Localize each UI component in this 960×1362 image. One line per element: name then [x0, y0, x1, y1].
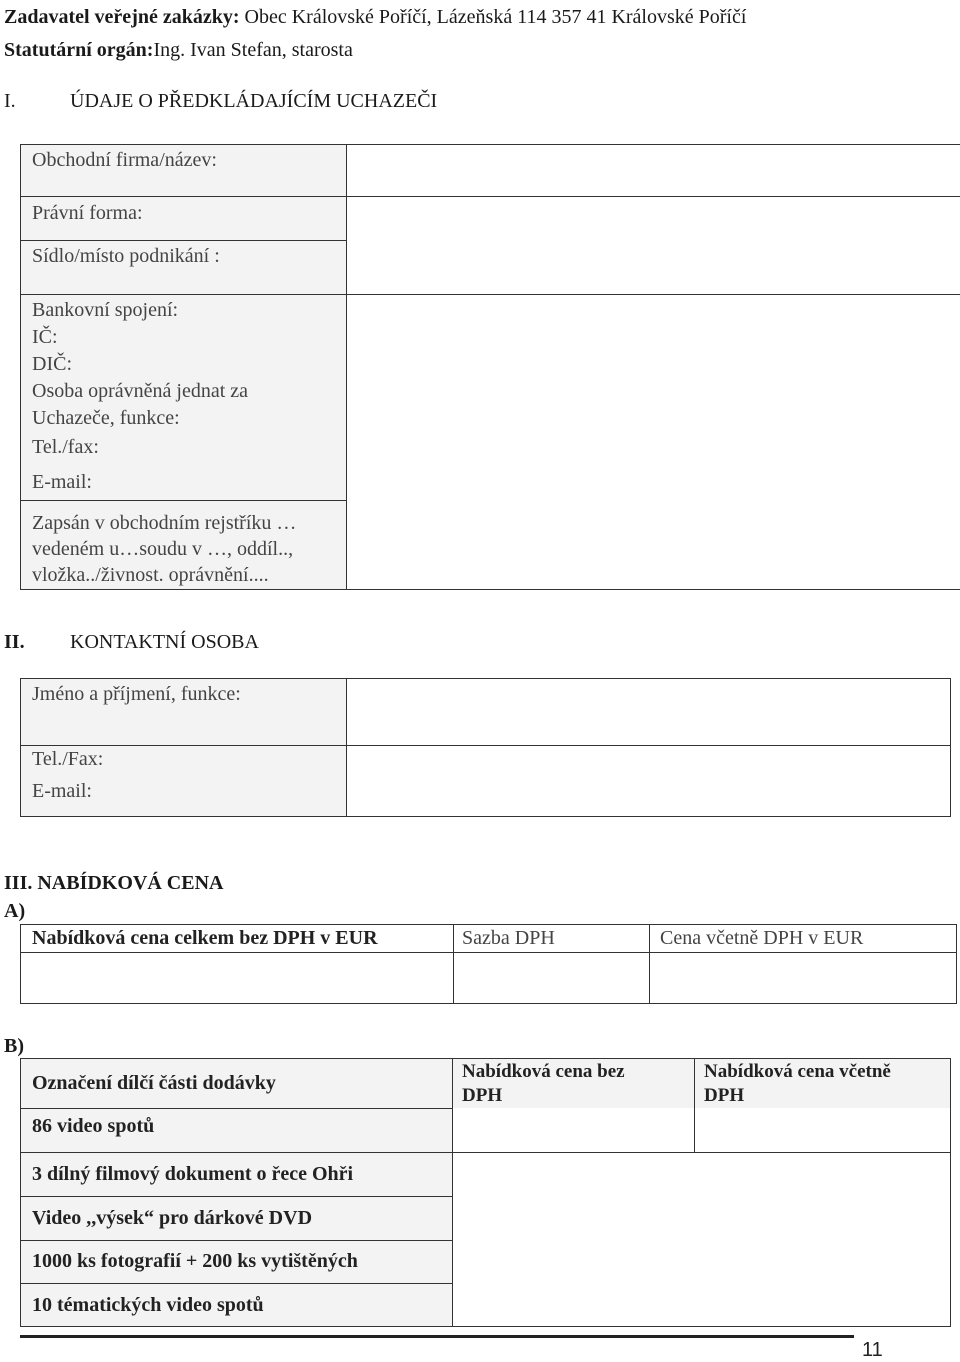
part-a-label: A) [4, 900, 26, 922]
header-part-price-without-vat-1: Nabídková cena bez [462, 1061, 625, 1082]
header-part-price-with-vat-2: DPH [704, 1085, 745, 1106]
field-contact-email: E-mail: [32, 780, 92, 802]
field-dic: DIČ: [32, 353, 72, 375]
item-thematic-spots: 10 tématických video spotů [32, 1294, 264, 1316]
statutory-body [4, 38, 353, 62]
section1-title: ÚDAJE O PŘEDKLÁDAJÍCÍM UCHAZEČI [70, 90, 438, 112]
footer-rule [20, 1335, 854, 1338]
header-part-designation: Označení dílčí části dodávky [32, 1072, 276, 1094]
statutory-body-value: Ing. Ivan Stefan, starosta [153, 39, 353, 61]
header-vat-rate: Sazba DPH [462, 927, 555, 949]
field-registered-office: Sídlo/místo podnikání : [32, 245, 220, 267]
page-number: 11 [862, 1339, 883, 1361]
header-price-with-vat: Cena včetně DPH v EUR [660, 927, 864, 949]
field-authorized-person-2: Uchazeče, funkce: [32, 407, 180, 429]
section3-title [4, 871, 223, 895]
item-documentary: 3 dílný filmový dokument o řece Ohři [32, 1163, 354, 1185]
item-video-spots: 86 video spotů [32, 1115, 155, 1137]
field-ic: IČ: [32, 326, 58, 348]
field-company-name: Obchodní firma/název: [32, 149, 217, 171]
field-contact-name: Jméno a příjmení, funkce: [32, 683, 241, 705]
header-part-price-with-vat-1: Nabídková cena včetně [704, 1061, 891, 1082]
contracting-authority [4, 5, 746, 29]
field-registry-3: vložka../živnost. oprávnění.... [32, 564, 269, 586]
section2-title: KONTAKTNÍ OSOBA [70, 631, 259, 653]
field-legal-form: Právní forma: [32, 202, 143, 224]
field-bank: Bankovní spojení: [32, 299, 179, 321]
item-photos: 1000 ks fotografií + 200 ks vytištěných [32, 1250, 358, 1272]
field-registry-1: Zapsán v obchodním rejstříku … [32, 512, 297, 534]
part-b-label: B) [4, 1035, 24, 1057]
item-dvd-video: Video ,,výsek“ pro dárkové DVD [32, 1207, 313, 1229]
contracting-authority-label: Zadavatel veřejné zakázky: [4, 6, 240, 28]
header-part-price-without-vat-2: DPH [462, 1085, 503, 1106]
field-tel-fax: Tel./fax: [32, 436, 99, 458]
section1-number: I. [4, 90, 16, 112]
field-authorized-person-1: Osoba oprávněná jednat za [32, 380, 249, 402]
contracting-authority-value: Obec Královské Poříčí, Lázeňská 114 357 41 Královské Poříčí [239, 6, 747, 28]
section1-heading [4, 89, 16, 113]
field-email: E-mail: [32, 471, 92, 493]
header-price-without-vat: Nabídková cena celkem bez DPH v EUR [32, 927, 378, 949]
section3-title-text: III. NABÍDKOVÁ CENA [4, 872, 224, 894]
field-contact-tel: Tel./Fax: [32, 748, 104, 770]
field-registry-2: vedeném u…soudu v …, oddíl.., [32, 538, 294, 560]
section2-number: II. [4, 631, 25, 653]
statutory-body-label: Statutární orgán: [4, 39, 154, 61]
